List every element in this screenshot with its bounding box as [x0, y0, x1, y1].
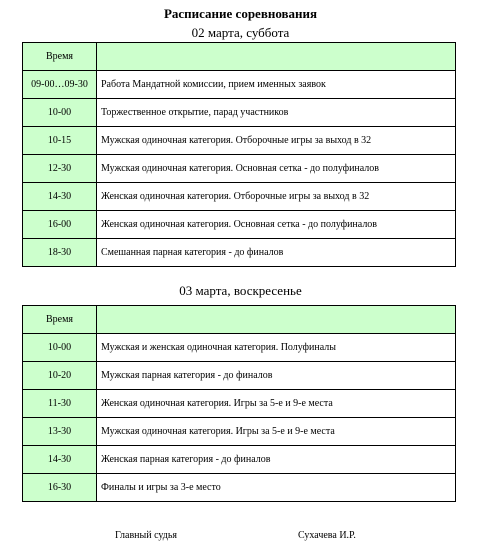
event-cell: Женская одиночная категория. Отборочные игры за выход в 32	[97, 183, 456, 211]
table-header-row	[23, 306, 456, 334]
time-cell: 16-30	[23, 474, 97, 502]
time-cell: 14-30	[23, 446, 97, 474]
event-cell: Мужская одиночная категория. Основная сетка - до полуфиналов	[97, 155, 456, 183]
event-cell: Мужская одиночная категория. Игры за 5-е и 9-е места	[97, 418, 456, 446]
table-row	[23, 239, 456, 267]
event-cell: Мужская одиночная категория. Отборочные игры за выход в 32	[97, 127, 456, 155]
time-cell: 16-00	[23, 211, 97, 239]
table-row	[23, 155, 456, 183]
time-cell: 09-00…09-30	[23, 71, 97, 99]
event-cell: Женская парная категория - до финалов	[97, 446, 456, 474]
table-row	[23, 334, 456, 362]
time-cell: 18-30	[23, 239, 97, 267]
event-cell: Смешанная парная категория - до финалов	[97, 239, 456, 267]
table-row	[23, 211, 456, 239]
day1-schedule-table	[22, 42, 456, 267]
time-cell: 11-30	[23, 390, 97, 418]
table-header-row	[23, 43, 456, 71]
time-cell: 12-30	[23, 155, 97, 183]
time-column-header: Время	[23, 43, 97, 71]
table-row	[23, 474, 456, 502]
event-column-header	[97, 43, 456, 71]
event-cell: Торжественное открытие, парад участников	[97, 99, 456, 127]
time-cell: 10-15	[23, 127, 97, 155]
event-cell: Женская одиночная категория. Основная сетка - до полуфиналов	[97, 211, 456, 239]
event-cell: Мужская парная категория - до финалов	[97, 362, 456, 390]
day2-title: 03 марта, воскресенье	[179, 283, 302, 298]
table-row	[23, 418, 456, 446]
time-cell: 10-20	[23, 362, 97, 390]
table-row	[23, 446, 456, 474]
time-cell: 10-00	[23, 99, 97, 127]
event-cell: Работа Мандатной комиссии, прием именных заявок	[97, 71, 456, 99]
time-cell: 13-30	[23, 418, 97, 446]
document-title: Расписание соревнования	[163, 6, 318, 21]
table-row	[23, 71, 456, 99]
event-cell: Мужская и женская одиночная категория. Полуфиналы	[97, 334, 456, 362]
table-row	[23, 99, 456, 127]
event-cell: Финалы и игры за 3-е место	[97, 474, 456, 502]
time-cell: 10-00	[23, 334, 97, 362]
table-row	[23, 127, 456, 155]
time-column-header: Время	[23, 306, 97, 334]
day1-title: 02 марта, суббота	[191, 25, 290, 40]
event-cell: Женская одиночная категория. Игры за 5-е и 9-е места	[97, 390, 456, 418]
table-row	[23, 183, 456, 211]
chief-judge-label: Главный судья	[115, 530, 178, 541]
event-column-header	[97, 306, 456, 334]
chief-judge-name: Сухачева И.Р.	[298, 530, 356, 541]
table-row	[23, 390, 456, 418]
table-row	[23, 362, 456, 390]
day2-schedule-table	[22, 305, 456, 502]
time-cell: 14-30	[23, 183, 97, 211]
